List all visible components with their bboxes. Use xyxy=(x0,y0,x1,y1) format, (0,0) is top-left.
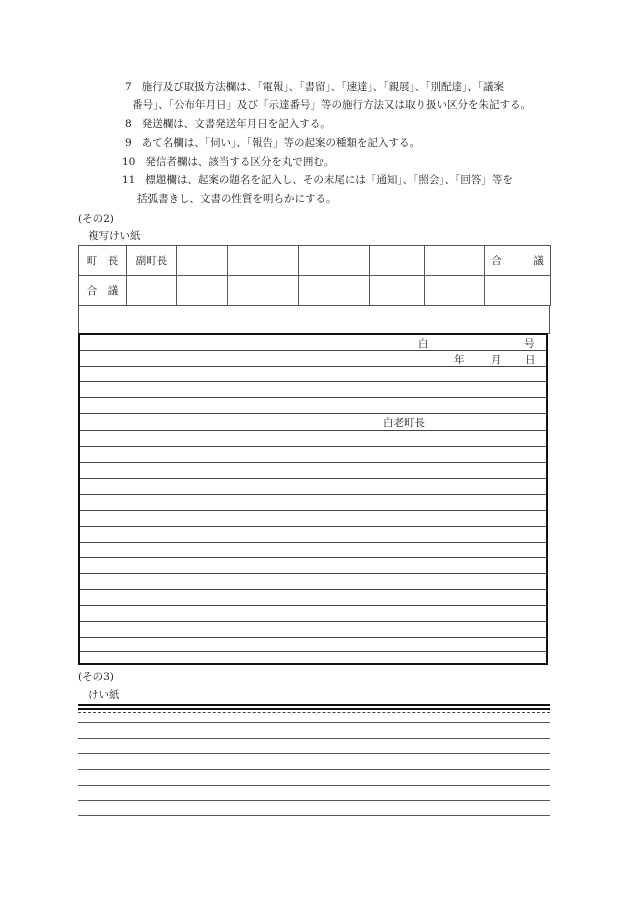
instruction-number: 11 xyxy=(122,174,136,186)
instruction-7-line2: 番号」、「公布年月日」及び「示達番号」等の施行方法又は取り扱い区分を朱記する。 xyxy=(132,99,531,111)
signoff-cell xyxy=(370,276,425,306)
instruction-text: 発送欄は、文書発送年月日を記入する。 xyxy=(141,118,331,130)
form-rule xyxy=(80,478,546,479)
signoff-cell xyxy=(127,276,177,306)
signoff-cell-deputy-mayor: 副町長 xyxy=(127,246,177,276)
date-month: 月 xyxy=(491,354,502,366)
form-rule xyxy=(80,557,546,558)
instruction-text: 施行及び取扱方法欄は、「電報」、「書留」、「速達」、「親展」、「別配達」、「議案 xyxy=(141,81,504,93)
signoff-cell-consultation: 合 議 xyxy=(485,246,551,276)
copy-ruled-form xyxy=(78,333,548,665)
form-rule xyxy=(80,526,546,527)
date-day: 日 xyxy=(525,354,536,366)
form-rule xyxy=(80,621,546,622)
signoff-cell-mayor: 町 長 xyxy=(79,246,127,276)
form-rule xyxy=(80,430,546,431)
form-rule xyxy=(80,381,546,382)
section3-title: けい紙 xyxy=(88,689,120,701)
signoff-table xyxy=(78,245,551,306)
signoff-cell xyxy=(485,276,551,306)
form-rule xyxy=(80,494,546,495)
form-rule xyxy=(80,542,546,543)
form-rule xyxy=(80,573,546,574)
sheet-rule xyxy=(78,800,550,801)
instruction-number: 9 xyxy=(125,137,132,149)
document-number-prefix: 白 xyxy=(418,338,429,350)
signoff-cell xyxy=(177,276,228,306)
form-rule xyxy=(80,510,546,511)
signoff-cell-consultation-label: 合 議 xyxy=(79,276,127,306)
form-rule xyxy=(80,366,546,367)
form-rule xyxy=(80,637,546,638)
signoff-cell xyxy=(177,246,228,276)
instruction-11-line2: 括弧書きし、文書の性質を明らかにする。 xyxy=(137,193,337,205)
signoff-blank-row xyxy=(78,305,550,334)
form-rule xyxy=(80,605,546,606)
instruction-number: 7 xyxy=(125,81,132,93)
instruction-text: あて名欄は、「伺い」、「報告」等の起案の種類を記入する。 xyxy=(141,137,420,149)
instruction-text: 発信者欄は、該当する区分を丸で囲む。 xyxy=(145,156,335,168)
signoff-row-1 xyxy=(79,246,551,276)
form-rule xyxy=(80,589,546,590)
form-rule xyxy=(80,413,546,414)
signoff-cell xyxy=(425,276,485,306)
instruction-number: 10 xyxy=(122,156,136,168)
instruction-number: 8 xyxy=(125,118,132,130)
signoff-cell xyxy=(228,276,299,306)
signoff-cell xyxy=(299,276,370,306)
sheet-rule xyxy=(78,815,550,816)
instruction-8 xyxy=(125,117,331,131)
sheet-rule xyxy=(78,722,550,723)
signoff-cell xyxy=(299,246,370,276)
document-number-suffix: 号 xyxy=(524,338,535,350)
form-rule xyxy=(80,350,546,351)
instruction-9 xyxy=(125,136,420,150)
section3-label: (その3) xyxy=(78,671,114,683)
date-year: 年 xyxy=(454,354,465,366)
sheet-dashed-rule xyxy=(78,712,550,713)
sheet-rule xyxy=(78,785,550,786)
instruction-7-line1 xyxy=(125,80,504,94)
form-rule xyxy=(80,462,546,463)
instruction-10 xyxy=(122,155,334,169)
form-rule xyxy=(80,651,546,652)
signoff-cell xyxy=(370,246,425,276)
signoff-row-2 xyxy=(79,276,551,306)
form-rule xyxy=(80,397,546,398)
form-rule xyxy=(80,446,546,447)
signoff-cell xyxy=(228,246,299,276)
section2-label: (その2) xyxy=(78,213,114,225)
signoff-cell xyxy=(425,246,485,276)
sheet-rule xyxy=(78,769,550,770)
sheet-top-rule xyxy=(78,704,550,706)
sheet-rule xyxy=(78,753,550,754)
sheet-top-rule xyxy=(78,708,550,710)
section2-title: 複写けい紙 xyxy=(88,230,141,242)
instruction-text: 標題欄は、起案の題名を記入し、その末尾には「通知」、「照会」、「回答」等を xyxy=(145,174,513,186)
sheet-rule xyxy=(78,738,550,739)
sender-name: 白老町長 xyxy=(383,417,425,429)
instruction-11-line1 xyxy=(122,173,513,187)
